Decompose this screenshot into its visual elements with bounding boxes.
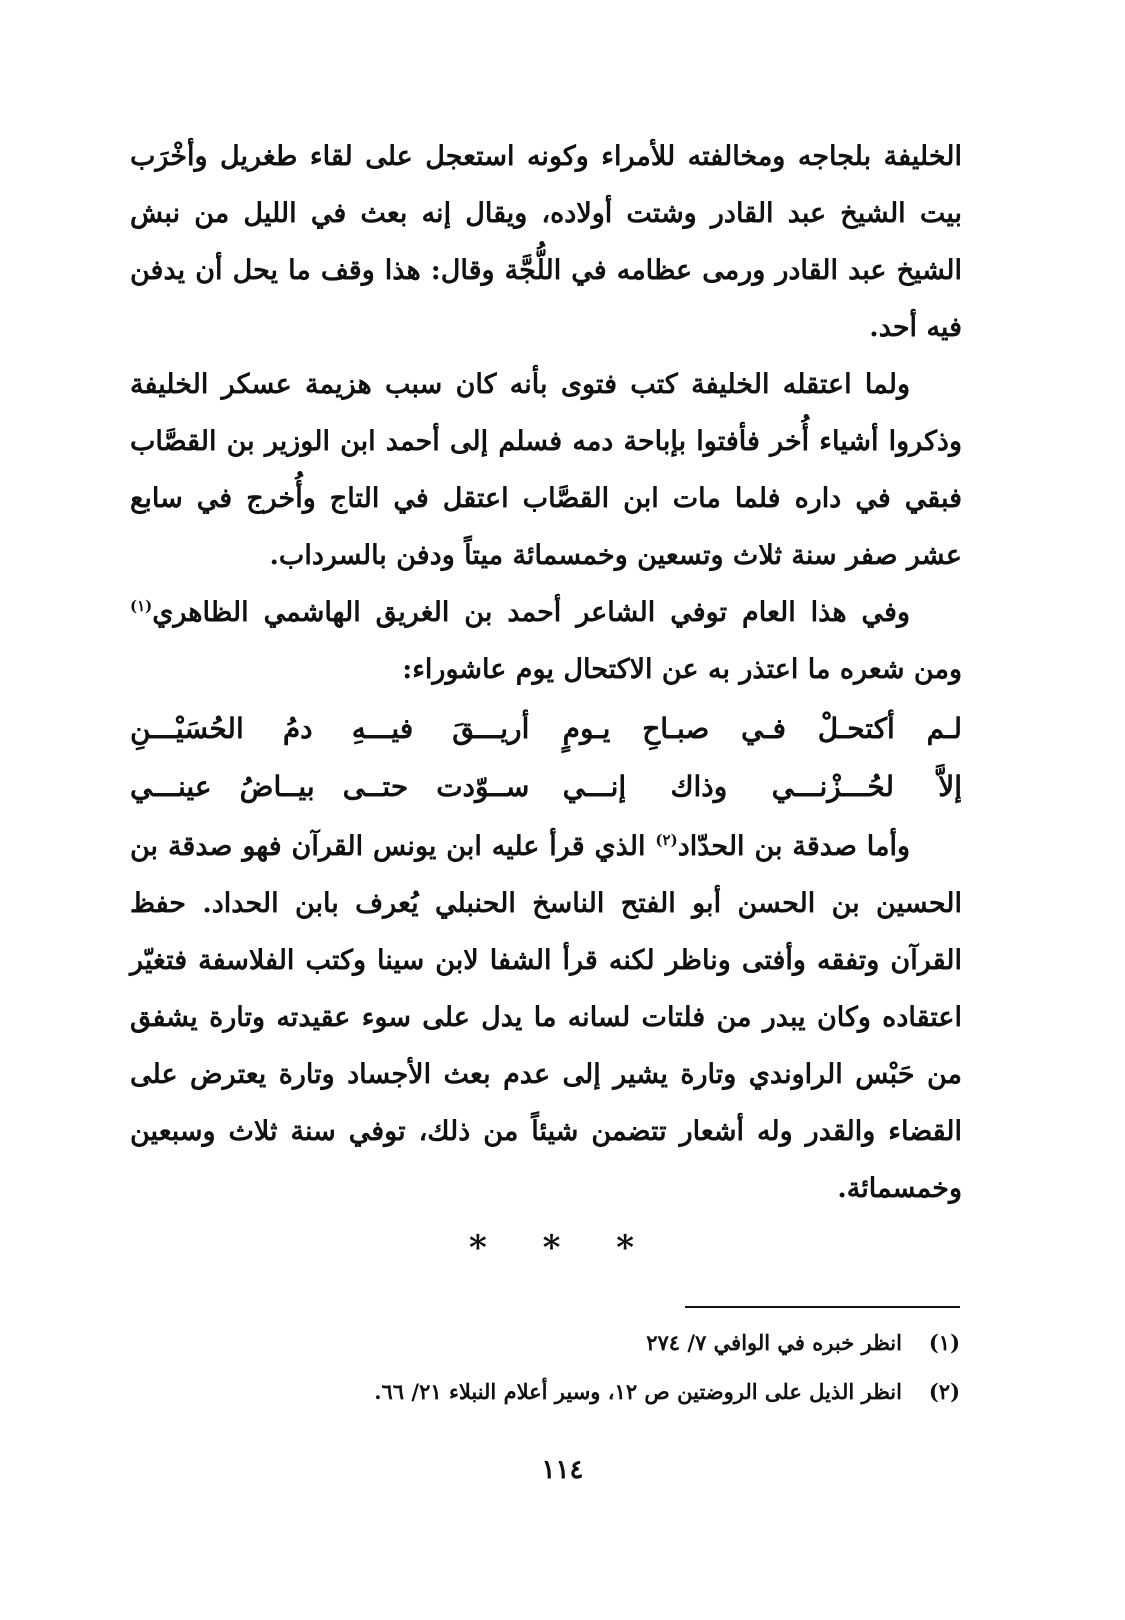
- paragraph-4: [130, 818, 962, 1217]
- section-separator: * * *: [468, 1228, 656, 1268]
- paragraph-4-text-cont: الذي قرأ عليه ابن يونس القرآن فهو صدقة بن الحسين بن الحسن أبو الفتح الناسخ الحنبلي يُعرف بابن الحداد. حفظ القرآن وتفقه وأفتى وناظر لكنه قرأ الشفا لابن سينا وكتب الفلاسفة فتغيّر اعتقاده وكان يبدر من فلتات لسانه ما يدل على سوء عقيدته وتارة يشفق من حَبْس الراوندي وتارة يشير إلى عدم بعث الأجساد وتارة يعترض على القضاء والقدر وله أشعار تتضمن شيئاً من ذلك، توفي سنة ثلاث وسبعين وخمسمائة.: [130, 831, 962, 1204]
- footnote-ref-1: (١): [130, 597, 153, 615]
- paragraph-1: الخليفة بلجاجه ومخالفته للأمراء وكونه استعجل على لقاء طغريل وأخْرَب بيت الشيخ عبد القادر وشتت أولاده، ويقال إنه بعث في الليل من نبش الشيخ عبد القادر ورمى عظامه في اللُّجَّة وقال: هذا وقف ما يحل أن يدفن فيه أحد.: [130, 141, 963, 343]
- footnotes: [160, 1318, 960, 1416]
- verse-1: [130, 700, 962, 758]
- page-number: ١١٤: [541, 1455, 584, 1485]
- footnote-rule: [685, 1306, 960, 1308]
- footnote-2: [160, 1367, 960, 1416]
- footnote-1-number: (١): [928, 1330, 960, 1355]
- paragraph-3: [130, 584, 962, 698]
- footnote-ref-2: (٢): [655, 831, 678, 849]
- verse-1-sadr: لـم أكتحـلْ فـي صبـاحِ يـومٍ: [562, 712, 962, 745]
- paragraph-4-text: وأما صدقة بن الحدّاد: [677, 831, 910, 862]
- verse-1-ajuz: أريـــقَ فيـــهِ دمُ الحُسَيْـــنِ: [130, 712, 530, 745]
- poem: [130, 700, 962, 816]
- verse-2-sadr: إلاَّ لحُـــزْنـــي وذاك إنـــي: [562, 770, 962, 803]
- paragraph-3-text: وفي هذا العام توفي الشاعر أحمد بن الغريق الهاشمي الظاهري: [152, 597, 910, 628]
- paragraph-3-text-cont: ومن شعره ما اعتذر به عن الاكتحال يوم عاشوراء:: [402, 654, 962, 685]
- footnote-1: [160, 1318, 960, 1367]
- footnote-2-text: انظر الذيل على الروضتين ص ١٢، وسير أعلام النبلاء ٢١/ ٦٦.: [374, 1379, 902, 1404]
- verse-2-ajuz: ســوّدت حتــى بيــاضُ عينـــي: [130, 770, 530, 803]
- verse-2: [130, 758, 962, 816]
- footnote-1-text: انظر خبره في الوافي ٧/ ٢٧٤: [646, 1330, 902, 1355]
- footnote-2-number: (٢): [928, 1379, 960, 1404]
- paragraph-2: ولما اعتقله الخليفة كتب فتوى بأنه كان سبب هزيمة عسكر الخليفة وذكروا أشياء أُخر فأفتوا بإباحة دمه فسلم إلى أحمد ابن الوزير بن القصَّاب فبقي في داره فلما مات ابن القصَّاب اعتقل في التاج وأُخرج في سابع عشر صفر سنة ثلاث وتسعين وخمسمائة ميتاً ودفن بالسرداب.: [130, 369, 962, 571]
- main-text: [130, 128, 962, 1217]
